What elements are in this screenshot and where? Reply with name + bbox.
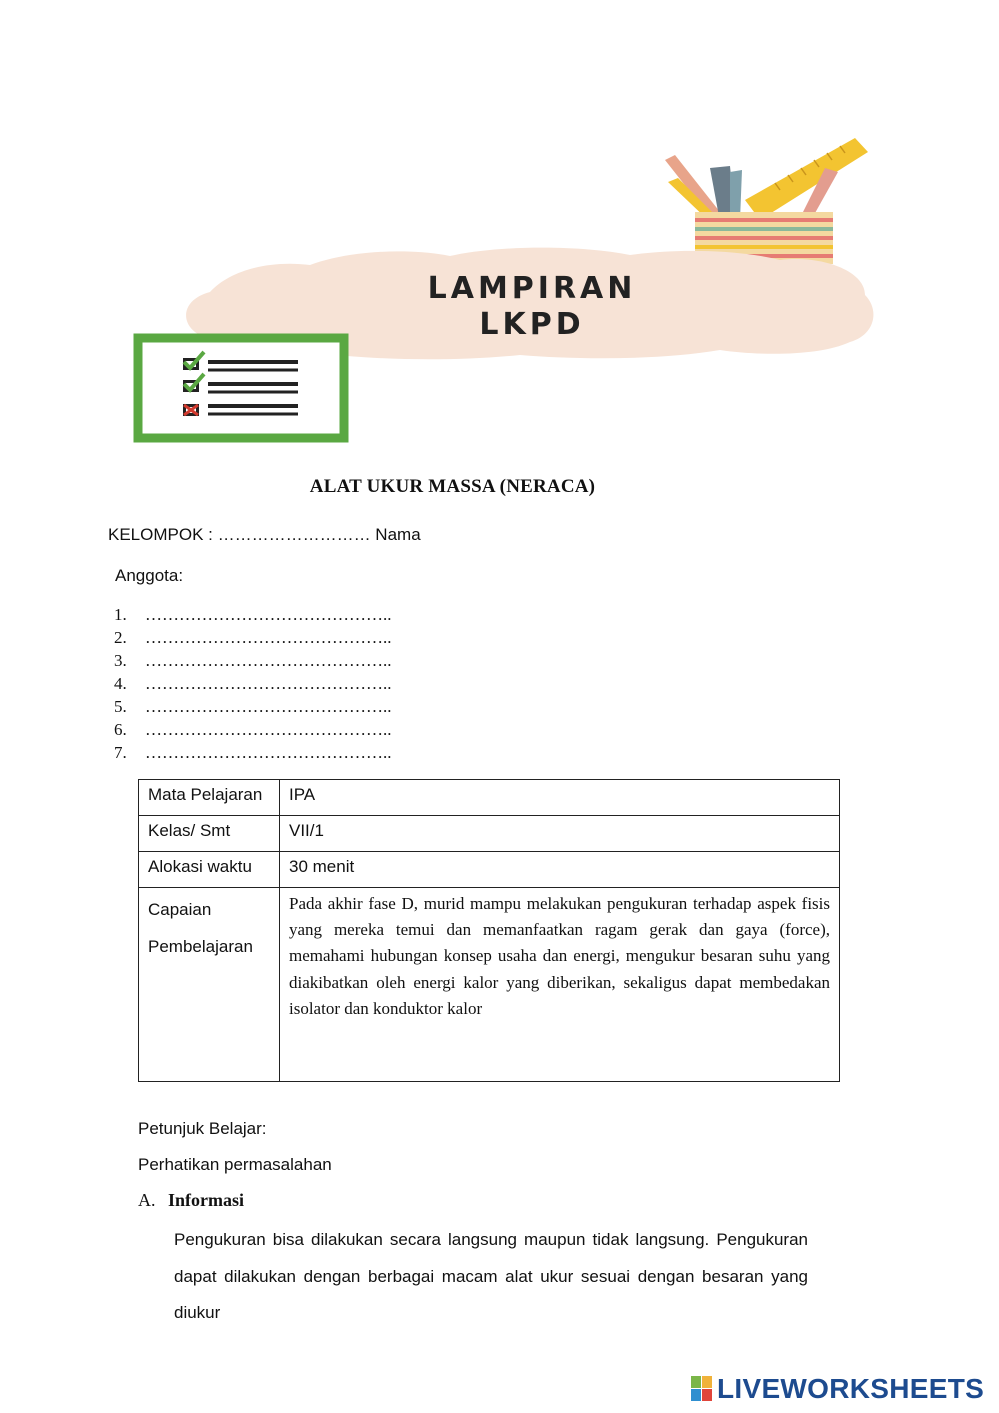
member-blank[interactable]: …………………………………….. [145,674,392,693]
section-a-heading [138,1190,244,1211]
member-blank[interactable]: …………………………………….. [145,697,392,716]
member-list [114,603,392,764]
member-blank[interactable]: …………………………………….. [145,743,392,762]
informasi-paragraph: Pengukuran bisa dilakukan secara langsung maupun tidak langsung. Pengukuran dapat dilakukan dengan berbagai macam alat ukur sesuai dengan besaran yang diukur [174,1230,808,1322]
member-number: 5. [114,697,127,716]
member-blank[interactable]: …………………………………….. [145,628,392,647]
member-item[interactable] [114,603,392,626]
member-item[interactable] [114,718,392,741]
checklist-clipboard-icon [138,336,344,438]
petunjuk-label: Petunjuk Belajar: [138,1119,267,1138]
member-number: 2. [114,628,127,647]
perhatikan-text: Perhatikan permasalahan [138,1155,332,1174]
member-number: 1. [114,605,127,624]
section-title: Informasi [168,1190,244,1210]
member-item[interactable] [114,695,392,718]
anggota-label: Anggota: [115,566,184,585]
section-letter: A. [138,1190,156,1210]
mapel-label: Mata Pelajaran [139,780,280,816]
alokasi-label: Alokasi waktu [139,852,280,888]
member-blank[interactable]: …………………………………….. [145,651,392,670]
kelas-value: VII/1 [280,816,840,852]
pencil-cup-icon [665,138,868,264]
member-item[interactable] [114,741,392,764]
lampiran-banner [120,120,880,450]
capaian-label: Capaian [148,900,212,919]
capaian-text: Pada akhir fase D, murid mampu melakukan pengukuran terhadap aspek fisis yang mereka temui dan memanfaatkan ragam gerak dan gaya (force), memahami hubungan konsep usaha dan energi, mengukur besaran suhu yang diakibatkan oleh energi kalor yang diberikan, sekaligus dapat membedakan isolator dan konduktor kalor [289,894,830,1018]
document-title: ALAT UKUR MASSA (NERACA) [309,476,596,497]
mapel-value: IPA [280,780,840,816]
liveworksheets-blocks-icon [691,1376,713,1402]
member-blank[interactable]: …………………………………….. [145,720,392,739]
table-row [139,816,840,852]
table-row [139,888,840,1082]
member-number: 3. [114,651,127,670]
kelas-label: Kelas/ Smt [139,816,280,852]
alokasi-value: 30 menit [280,852,840,888]
member-number: 6. [114,720,127,739]
member-number: 4. [114,674,127,693]
member-blank[interactable]: …………………………………….. [145,605,392,624]
pembelajaran-label: Pembelajaran [148,937,253,956]
capaian-label-cell [139,888,280,1082]
kelompok-line[interactable]: KELOMPOK : ……………………… Nama [108,525,421,544]
member-item[interactable] [114,649,392,672]
member-number: 7. [114,743,127,762]
banner-title-line2: LKPD [479,307,585,342]
info-table [138,779,840,1082]
liveworksheets-wordmark: LIVEWORKSHEETS [717,1373,985,1404]
member-item[interactable] [114,672,392,695]
table-row [139,852,840,888]
table-row [139,780,840,816]
banner-title-line1: LAMPIRAN [427,271,637,306]
liveworksheets-logo[interactable] [691,1374,984,1404]
capaian-value-cell [280,888,840,1082]
member-item[interactable] [114,626,392,649]
